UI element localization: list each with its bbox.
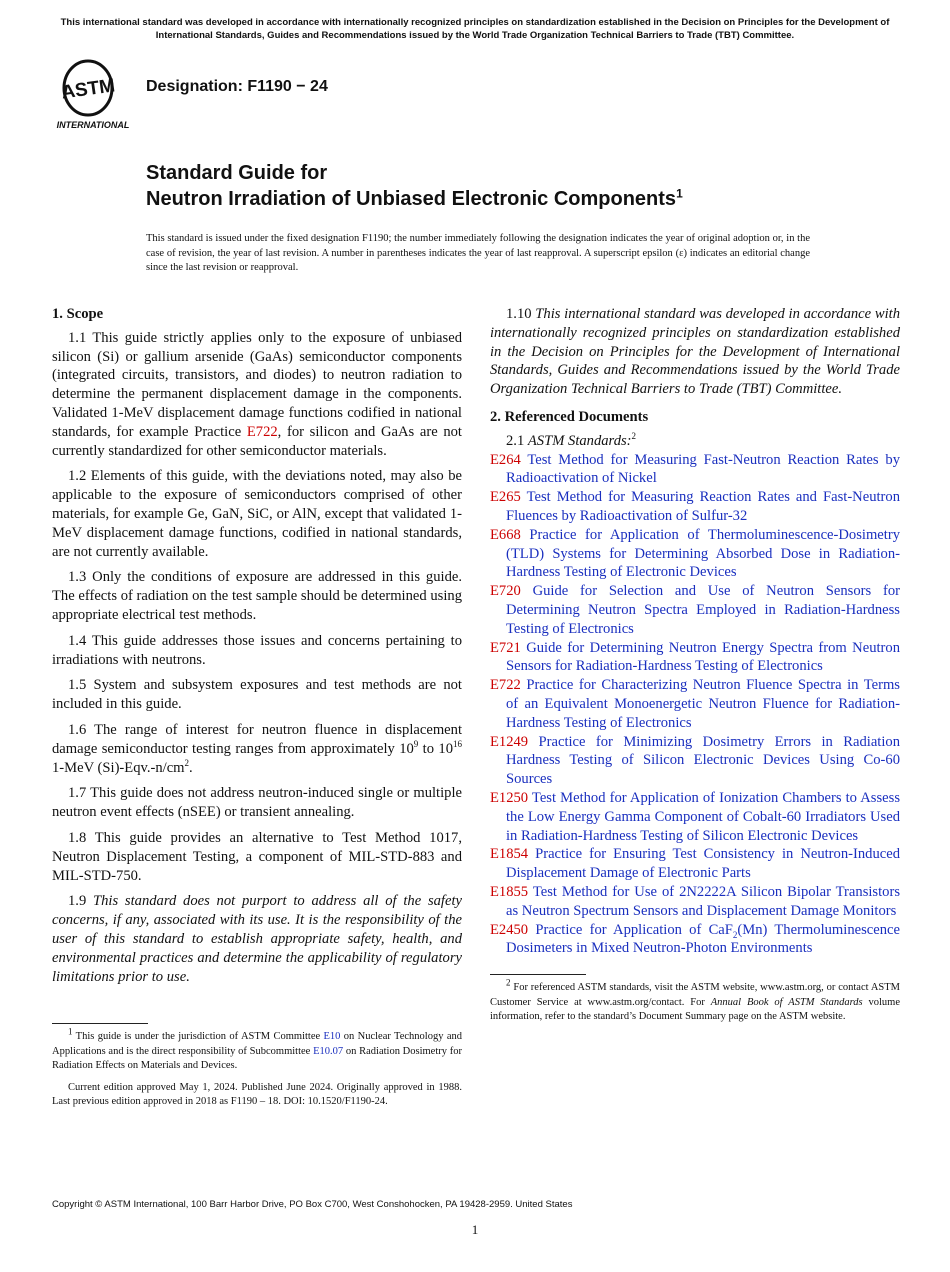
- title-line-2: Neutron Irradiation of Unbiased Electronic Components$^1$: [146, 186, 683, 210]
- reference-code[interactable]: E264: [490, 451, 521, 468]
- page-number: 1: [471, 1222, 479, 1237]
- reference-title[interactable]: Practice for Ensuring Test Consistency in Neutron-Induced Displacement Damage of Electronic Parts: [506, 846, 900, 882]
- reference-code[interactable]: E1250: [490, 789, 529, 806]
- para-1-8: 1.8 This guide provides an alternative to Test Method 1017, Neutron Displacement Testing, a component of MIL-STD-883 and MIL-STD-750.: [52, 829, 462, 884]
- reference-title[interactable]: Test Method for Application of Ionization Chambers to Assess the Low Energy Gamma Component of Cobalt-60 Irradiators Used in Radiation-Hardness Testing of Silicon Electronic Devices: [506, 789, 900, 844]
- para-1-9: 1.9 This standard does not purport to address all of the safety concerns, if any, associated with its use. It is the responsibility of the user of this standard to establish appropriate safety, health, and environmental practices and determine the applicability of regulatory limitations prior to use.: [52, 893, 462, 985]
- reference-code[interactable]: E722: [490, 677, 521, 694]
- reference-item: [490, 845, 900, 883]
- para-1-1: 1.1 This guide strictly applies only to the exposure of unbiased silicon (Si) or gallium arsenide (GaAs) semiconductor components (integrated circuits, transistors, and diodes) to neutron radiation to determine the permanent displacement damage in the components. Validated 1-MeV displacement damage functions codified in national standards, for example Practice E722, for silicon and GaAs are not currently standardized for other semiconductor materials.: [52, 329, 462, 459]
- section-heading-scope: 1. Scope: [52, 306, 104, 322]
- reference-item: [490, 582, 900, 638]
- footnote-1: $^1$ This guide is under the jurisdiction of ASTM Committee E10 on Nuclear Technology and Applications and is the direct responsibility of Subcommittee E10.07 on Radiation Dosimetry for Radiation Effects on Materials and Devices.: [52, 1026, 462, 1072]
- astm-logo: [52, 58, 134, 130]
- para-1-3: 1.3 Only the conditions of exposure are addressed in this guide. The effects of radiation on the test sample should be determined using appropriate electrical test methods.: [52, 569, 462, 623]
- reference-title[interactable]: Practice for Minimizing Dosimetry Errors in Radiation Hardness Testing of Silicon Electronic Devices Using Co-60 Sources: [506, 733, 900, 788]
- footnote-rule: [490, 974, 586, 975]
- reference-title[interactable]: Test Method for Measuring Fast-Neutron Reaction Rates by Radioactivation of Nickel: [506, 451, 900, 487]
- top-notice: This international standard was developed in accordance with internationally recognized principles on standardization established in the Decision on Principles for the Development of International Standards, Guides and Recommendations issued by the World Trade Organization Technical Barriers to Trade (TBT) Committee.: [60, 17, 890, 41]
- right-column: [490, 305, 900, 1032]
- section-heading-referenced-documents: 2. Referenced Documents: [490, 408, 649, 425]
- reference-item: [490, 451, 900, 489]
- reference-title[interactable]: Guide for Selection and Use of Neutron Sensors for Determining Neutron Spectra Employed in Radiation-Hardness Testing of Electronics: [506, 583, 900, 637]
- para-1-7: 1.7 This guide does not address neutron-induced single or multiple neutron event effects (nSEE) or transient annealing.: [52, 785, 462, 821]
- reference-item: [490, 639, 900, 677]
- svg-text:INTERNATIONAL: INTERNATIONAL: [56, 120, 130, 130]
- reference-code[interactable]: E1855: [490, 883, 529, 900]
- reference-item: [490, 488, 900, 526]
- reference-item: [490, 789, 900, 845]
- link-e10[interactable]: E10: [323, 1031, 341, 1043]
- document-title: [146, 160, 683, 212]
- para-2-1: 2.1 ASTM Standards:$^2$: [506, 430, 637, 449]
- para-1-6: 1.6 The range of interest for neutron fluence in displacement damage semiconductor testing ranges from approximately $10^9$ to $10^{16}$ 1-MeV $(Si)-Eqv.-n/cm^2$.: [52, 721, 462, 776]
- reference-code[interactable]: E721: [490, 639, 521, 656]
- reference-list: [490, 451, 900, 921]
- reference-code[interactable]: E2450: [490, 921, 529, 938]
- para-1-5: 1.5 System and subsystem exposures and test methods are not included in this guide.: [52, 677, 462, 713]
- designation: Designation: F1190 − 24: [146, 78, 328, 95]
- reference-code[interactable]: E1249: [490, 733, 529, 750]
- reference-title[interactable]: Practice for Application of Thermoluminescence-Dosimetry (TLD) Systems for Determining Absorbed Dose in Radiation-Hardness Testing of Electronic Devices: [506, 526, 900, 581]
- reference-title[interactable]: Practice for Characterizing Neutron Fluence Spectra in Terms of an Equivalent Monoenergetic Neutron Fluence for Radiation-Hardness Testing of Electronics: [506, 677, 900, 731]
- para-1-10: 1.10 This international standard was developed in accordance with internationally recognized principles on standardization established in the Decision on Principles for the Development of International Standards, Guides and Recommendations issued by the World Trade Organization Technical Barriers to Trade (TBT) Committee.: [490, 306, 901, 398]
- footnote-2: $^2$ For referenced ASTM standards, visit the ASTM website, www.astm.org, or contact ASTM Customer Service at www.astm.org/contact. For Annual Book of ASTM Standards volume information, refer to the standard’s Document Summary page on the ASTM website.: [490, 977, 901, 1023]
- link-e722[interactable]: E722: [246, 423, 278, 440]
- footnote-1-edition: Current edition approved May 1, 2024. Published June 2024. Originally approved in 1988. Last previous edition approved in 2018 as F1190 – 18. DOI: 10.1520/F1190-24.: [52, 1081, 462, 1108]
- link-e10-07[interactable]: E10.07: [313, 1045, 344, 1057]
- para-1-2: 1.2 Elements of this guide, with the deviations noted, may also be applicable to the exposure of semiconductors comprised of other materials, for example Ge, GaN, SiC, or AlN, except that validated 1-MeV displacement damage functions, codified in national standards, are not currently available.: [52, 468, 462, 560]
- reference-item: [490, 883, 900, 921]
- issue-note: This standard is issued under the fixed designation F1190; the number immediately following the designation indicates the year of original adoption or, in the case of revision, the year of last revision. A number in parentheses indicates the year of last reapproval. A superscript epsilon (ε) indicates an editorial change since the last revision or reapproval.: [146, 233, 810, 273]
- reference-title[interactable]: Guide for Determining Neutron Energy Spectra from Neutron Sensors for Radiation-Hardness Testing of Electronics: [506, 639, 900, 675]
- reference-code[interactable]: E1854: [490, 846, 529, 863]
- copyright-footer: Copyright © ASTM International, 100 Barr Harbor Drive, PO Box C700, West Conshohocken, PA 19428-2959. United States: [52, 1199, 573, 1210]
- reference-item: [490, 733, 900, 789]
- reference-item: E2450 Practice for Application of CaF$_2$(Mn) Thermoluminescence Dosimeters in Mixed Neutron-Photon Environments: [490, 921, 900, 957]
- left-column: [52, 305, 462, 1117]
- reference-code[interactable]: E668: [490, 526, 521, 543]
- reference-item: [490, 676, 900, 732]
- reference-title[interactable]: Test Method for Use of 2N2222A Silicon Bipolar Transistors as Neutron Spectrum Sensors and Displacement Damage Monitors: [506, 883, 900, 919]
- reference-code[interactable]: E720: [490, 583, 521, 600]
- reference-title[interactable]: Test Method for Measuring Reaction Rates and Fast-Neutron Fluences by Radioactivation of Sulfur-32: [506, 489, 900, 524]
- para-1-4: 1.4 This guide addresses those issues and concerns pertaining to irradiations with neutrons.: [52, 632, 462, 668]
- footnote-rule: [52, 1023, 148, 1024]
- reference-code[interactable]: E265: [490, 489, 521, 506]
- reference-item: [490, 526, 900, 582]
- title-line-1: Standard Guide for: [146, 162, 328, 184]
- svg-text:ASTM: ASTM: [60, 75, 117, 104]
